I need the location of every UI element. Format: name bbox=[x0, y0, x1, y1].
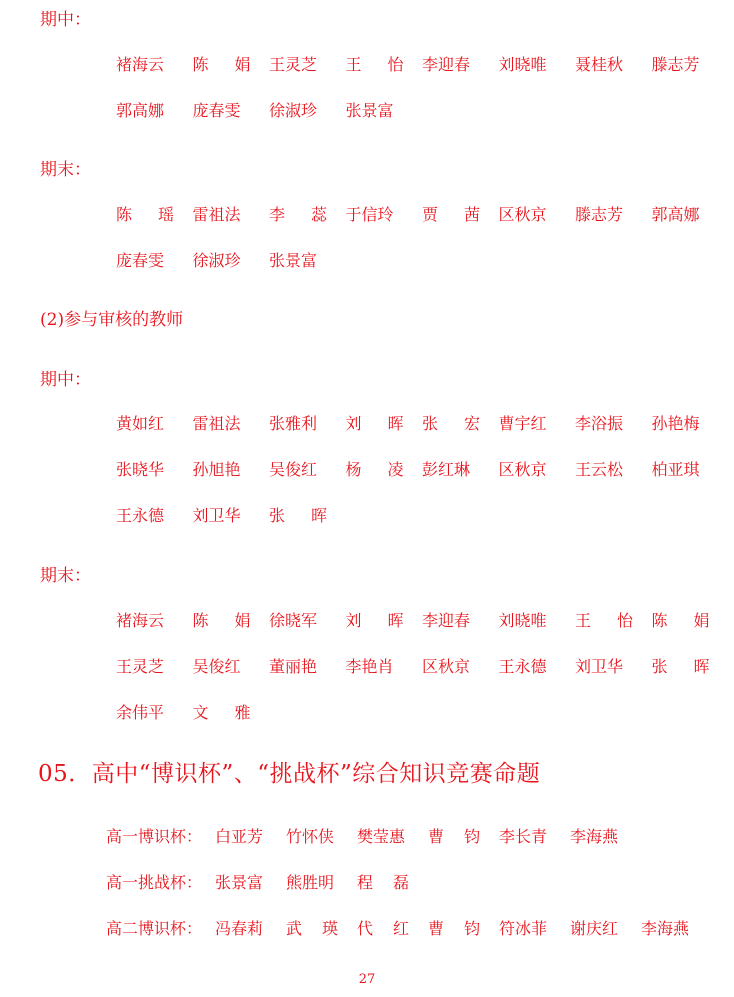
section1-midterm-label: 期中： bbox=[40, 10, 91, 30]
competition-label: 高一博识杯： bbox=[106, 827, 203, 846]
teacher-name: 区秋京 bbox=[422, 657, 471, 676]
teacher-name: 徐淑珍 bbox=[269, 101, 318, 120]
teacher-name: 滕志芳 bbox=[575, 205, 624, 224]
teacher-name: 贾 茜 bbox=[422, 205, 480, 224]
teacher-name: 王灵芝 bbox=[116, 657, 165, 676]
teacher-name: 张景富 bbox=[345, 101, 394, 120]
teacher-name: 褚海云 bbox=[116, 55, 165, 74]
teacher-name: 郭高娜 bbox=[651, 205, 700, 224]
teacher-name: 刘卫华 bbox=[192, 506, 241, 525]
teacher-name: 陈 娟 bbox=[192, 611, 251, 630]
teacher-name: 陈 娟 bbox=[651, 611, 710, 630]
teacher-name: 庞春雯 bbox=[116, 251, 165, 270]
teacher-name: 刘卫华 bbox=[575, 657, 624, 676]
teacher-name: 曹 钧 bbox=[428, 919, 480, 938]
teacher-name: 孙艳梅 bbox=[651, 414, 700, 433]
teacher-name: 李迎春 bbox=[422, 611, 471, 630]
teacher-name: 张 晖 bbox=[269, 506, 327, 525]
teacher-name: 张晓华 bbox=[116, 460, 165, 479]
teacher-name: 董丽艳 bbox=[269, 657, 318, 676]
section2-title: (2)参与审核的教师 bbox=[40, 310, 184, 330]
teacher-name: 柏亚琪 bbox=[651, 460, 700, 479]
teacher-name: 吴俊红 bbox=[192, 657, 241, 676]
teacher-name: 程 磊 bbox=[357, 873, 409, 892]
teacher-name: 张景富 bbox=[269, 251, 318, 270]
teacher-name: 张雅利 bbox=[269, 414, 318, 433]
teacher-name: 李艳肖 bbox=[345, 657, 394, 676]
teacher-name: 李海燕 bbox=[641, 919, 690, 938]
teacher-name: 徐晓军 bbox=[269, 611, 318, 630]
teacher-name: 刘晓唯 bbox=[498, 611, 547, 630]
teacher-name: 徐淑珍 bbox=[192, 251, 241, 270]
teacher-name: 代 红 bbox=[357, 919, 409, 938]
teacher-name: 谢庆红 bbox=[570, 919, 619, 938]
teacher-name: 竹怀侠 bbox=[286, 827, 335, 846]
teacher-name: 吴俊红 bbox=[269, 460, 318, 479]
teacher-name: 李 蕊 bbox=[269, 205, 327, 224]
teacher-name: 李浴振 bbox=[575, 414, 624, 433]
teacher-name: 余伟平 bbox=[116, 703, 165, 722]
teacher-name: 于信玲 bbox=[345, 205, 394, 224]
teacher-name: 王 怡 bbox=[575, 611, 633, 630]
teacher-name: 王 怡 bbox=[345, 55, 404, 74]
teacher-name: 陈 瑶 bbox=[116, 205, 174, 224]
teacher-name: 熊胜明 bbox=[286, 873, 335, 892]
teacher-name: 曹宇红 bbox=[498, 414, 547, 433]
competition-label: 高二博识杯： bbox=[106, 919, 203, 938]
teacher-name: 孙旭艳 bbox=[192, 460, 241, 479]
teacher-name: 彭红琳 bbox=[422, 460, 471, 479]
teacher-name: 庞春雯 bbox=[192, 101, 241, 120]
page-number: 27 bbox=[358, 972, 376, 987]
teacher-name: 杨 凌 bbox=[345, 460, 404, 479]
teacher-name: 李长青 bbox=[499, 827, 548, 846]
teacher-name: 刘 晖 bbox=[345, 611, 404, 630]
teacher-name: 符冰菲 bbox=[499, 919, 548, 938]
teacher-name: 雷祖法 bbox=[192, 205, 241, 224]
teacher-name: 褚海云 bbox=[116, 611, 165, 630]
teacher-name: 白亚芳 bbox=[215, 827, 264, 846]
teacher-name: 聂桂秋 bbox=[575, 55, 624, 74]
teacher-name: 王永德 bbox=[116, 506, 165, 525]
teacher-name: 王永德 bbox=[498, 657, 547, 676]
teacher-name: 李迎春 bbox=[422, 55, 471, 74]
teacher-name: 张景富 bbox=[215, 873, 264, 892]
teacher-name: 王云松 bbox=[575, 460, 624, 479]
teacher-name: 樊莹惠 bbox=[357, 827, 406, 846]
teacher-name: 陈 娟 bbox=[192, 55, 251, 74]
teacher-name: 区秋京 bbox=[498, 460, 547, 479]
teacher-name: 雷祖法 bbox=[192, 414, 241, 433]
section3-heading: 05．高中“博识杯”、“挑战杯”综合知识竞赛命题 bbox=[38, 761, 541, 787]
section2-midterm-label: 期中： bbox=[40, 370, 91, 390]
teacher-name: 张 晖 bbox=[651, 657, 710, 676]
teacher-name: 区秋京 bbox=[498, 205, 547, 224]
section2-final-label: 期末： bbox=[40, 566, 91, 586]
teacher-name: 李海燕 bbox=[570, 827, 619, 846]
section1-final-label: 期末： bbox=[40, 160, 91, 180]
teacher-name: 滕志芳 bbox=[651, 55, 700, 74]
teacher-name: 王灵芝 bbox=[269, 55, 318, 74]
teacher-name: 黄如红 bbox=[116, 414, 165, 433]
teacher-name: 武 瑛 bbox=[286, 919, 338, 938]
teacher-name: 冯春莉 bbox=[215, 919, 264, 938]
teacher-name: 刘 晖 bbox=[345, 414, 404, 433]
teacher-name: 郭高娜 bbox=[116, 101, 165, 120]
competition-label: 高一挑战杯： bbox=[106, 873, 203, 892]
teacher-name: 文 雅 bbox=[192, 703, 251, 722]
teacher-name: 曹 钧 bbox=[428, 827, 480, 846]
teacher-name: 刘晓唯 bbox=[498, 55, 547, 74]
teacher-name: 张 宏 bbox=[422, 414, 480, 433]
